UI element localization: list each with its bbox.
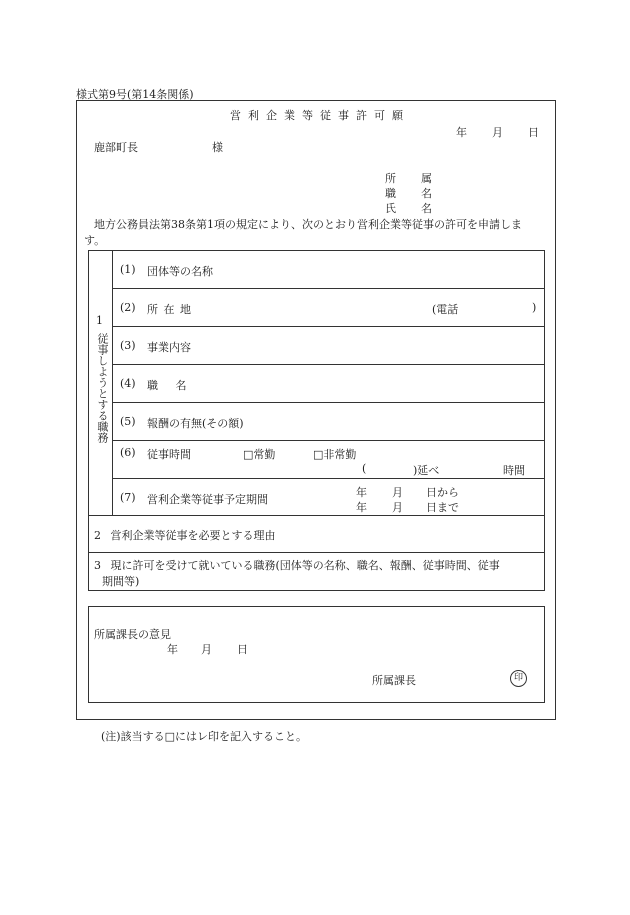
- hours-unit: 時間: [503, 464, 525, 477]
- row5-number: (5): [120, 415, 136, 428]
- period-from-year: 年: [356, 486, 367, 499]
- period-from-day: 日から: [426, 486, 459, 499]
- date-day: 日: [528, 126, 539, 139]
- parttime-checkbox[interactable]: □非常勤: [313, 448, 357, 461]
- position-char-2: 名: [421, 187, 432, 200]
- name-char-2: 名: [421, 202, 432, 215]
- section1-divider: [112, 250, 113, 515]
- row3-number: (3): [120, 339, 136, 352]
- hours-close: )延べ: [413, 464, 440, 477]
- row1-number: (1): [120, 263, 136, 276]
- fulltime-checkbox[interactable]: □常勤: [243, 448, 276, 461]
- position-char-1: 職: [385, 187, 396, 200]
- affiliation-char-1: 所: [385, 172, 396, 185]
- row7-label: 営利企業等従事予定期間: [147, 493, 268, 506]
- opinion-label: 所属課長の意見: [94, 628, 171, 641]
- section1-vertical-label: 従事しようとする職務: [96, 333, 109, 443]
- addressee-honorific: 様: [212, 141, 223, 154]
- affiliation-char-2: 属: [421, 172, 432, 185]
- opinion-signer: 所属課長: [372, 674, 416, 687]
- row6-label: 従事時間: [147, 448, 191, 461]
- date-year: 年: [456, 126, 467, 139]
- statement-line-1: 地方公務員法第38条第1項の規定により、次のとおり営利企業等従事の許可を申請しま: [94, 218, 522, 231]
- form-number: 様式第9号(第14条関係): [76, 88, 194, 101]
- section3-label-line-1: 3 現に許可を受けて就いている職務(団体等の名称、職名、報酬、従事時間、従事: [94, 559, 500, 572]
- hours-open: (: [362, 462, 367, 475]
- row4-number: (4): [120, 377, 136, 390]
- section2-label: 2 営利企業等従事を必要とする理由: [94, 529, 276, 542]
- row2-label: 所 在 地: [147, 303, 192, 316]
- period-to-day: 日まで: [426, 501, 459, 514]
- row6-number: (6): [120, 446, 136, 459]
- row7-number: (7): [120, 491, 136, 504]
- row1-label: 団体等の名称: [147, 265, 213, 278]
- period-from-month: 月: [392, 486, 403, 499]
- date-month: 月: [492, 126, 503, 139]
- form-title: 営利企業等従事許可願: [230, 109, 410, 122]
- opinion-year: 年: [167, 643, 178, 656]
- opinion-month: 月: [201, 643, 212, 656]
- period-to-month: 月: [392, 501, 403, 514]
- opinion-box: [88, 606, 545, 703]
- phone-open: (電話: [432, 303, 459, 316]
- phone-close: ): [532, 301, 537, 314]
- statement-line-2: す。: [84, 234, 106, 247]
- name-char-1: 氏: [385, 202, 396, 215]
- row3-label: 事業内容: [147, 341, 191, 354]
- period-to-year: 年: [356, 501, 367, 514]
- row5-label: 報酬の有無(その額): [147, 417, 244, 430]
- row2-number: (2): [120, 301, 136, 314]
- section3-label-line-2: 期間等): [102, 575, 140, 588]
- note: (注)該当する□にはレ印を記入すること。: [101, 730, 307, 743]
- opinion-day: 日: [237, 643, 248, 656]
- section1-number: 1: [96, 314, 103, 327]
- row4-label: 職 名: [147, 379, 187, 392]
- addressee-name: 鹿部町長: [94, 141, 138, 154]
- seal-icon: 印: [510, 670, 527, 687]
